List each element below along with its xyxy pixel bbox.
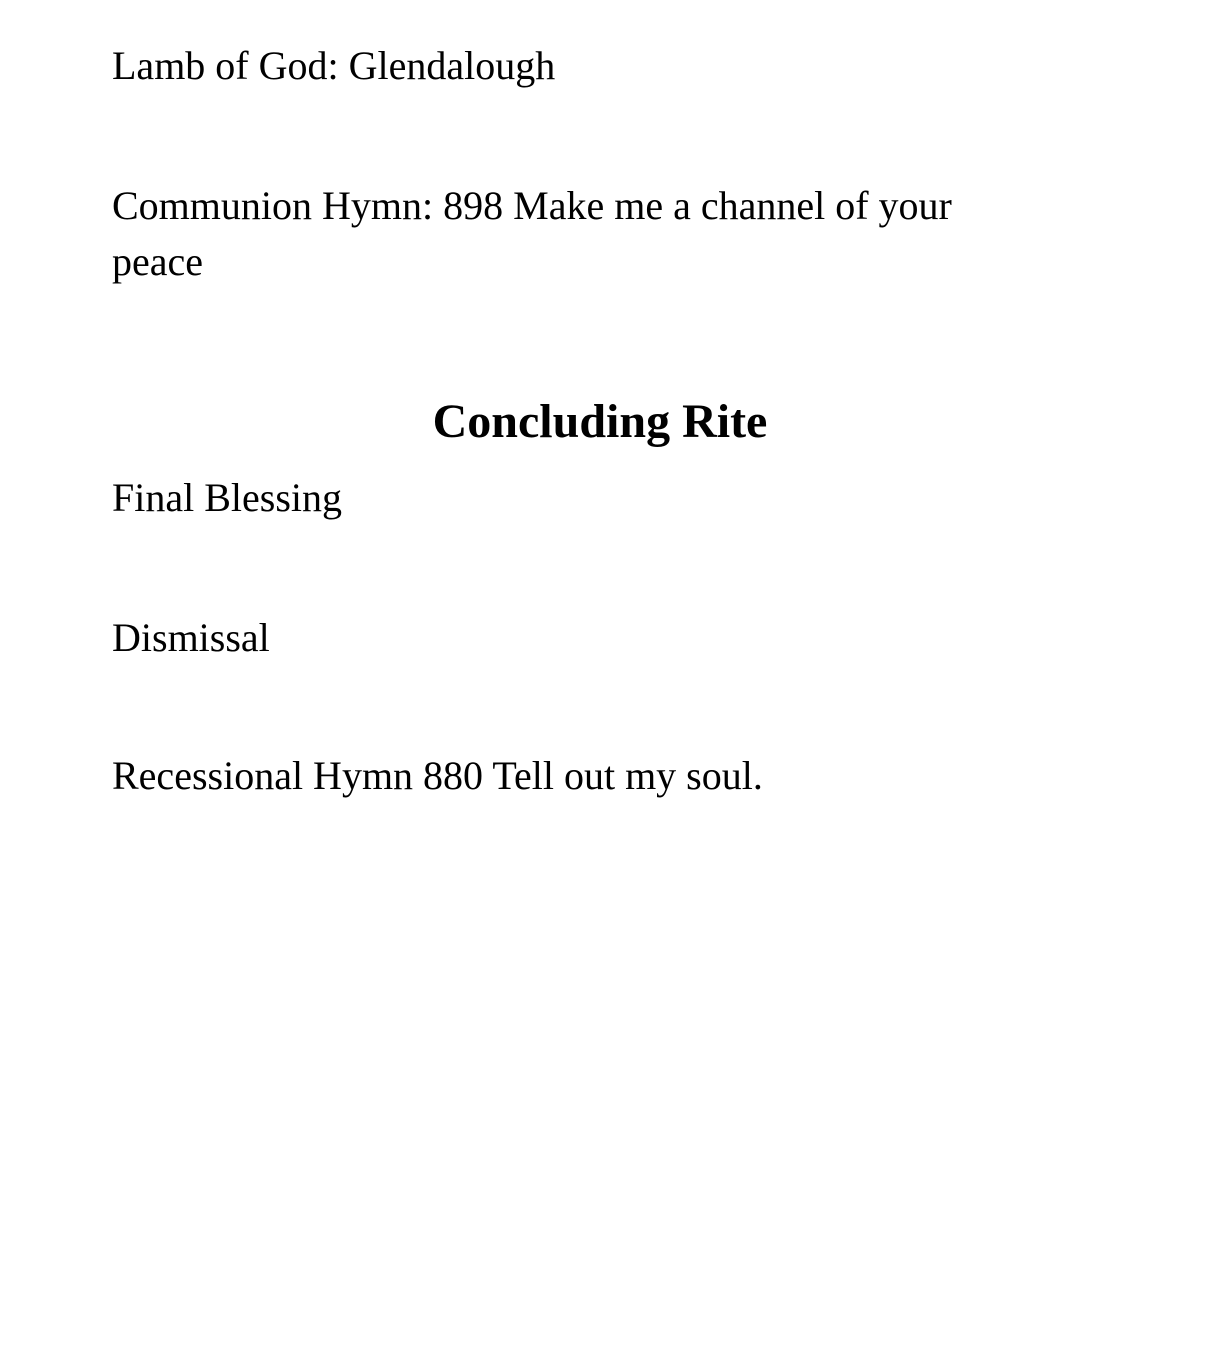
lamb-of-god-line: Lamb of God: Glendalough <box>112 43 556 88</box>
dismissal-line: Dismissal <box>112 615 270 660</box>
communion-hymn-line: Communion Hymn: 898 Make me a channel of your <box>112 183 952 228</box>
communion-hymn-continuation: peace <box>112 239 204 284</box>
recessional-hymn-line: Recessional Hymn 880 Tell out my soul. <box>112 753 763 798</box>
final-blessing-line: Final Blessing <box>112 475 343 520</box>
concluding-rite-heading: Concluding Rite <box>432 395 768 448</box>
